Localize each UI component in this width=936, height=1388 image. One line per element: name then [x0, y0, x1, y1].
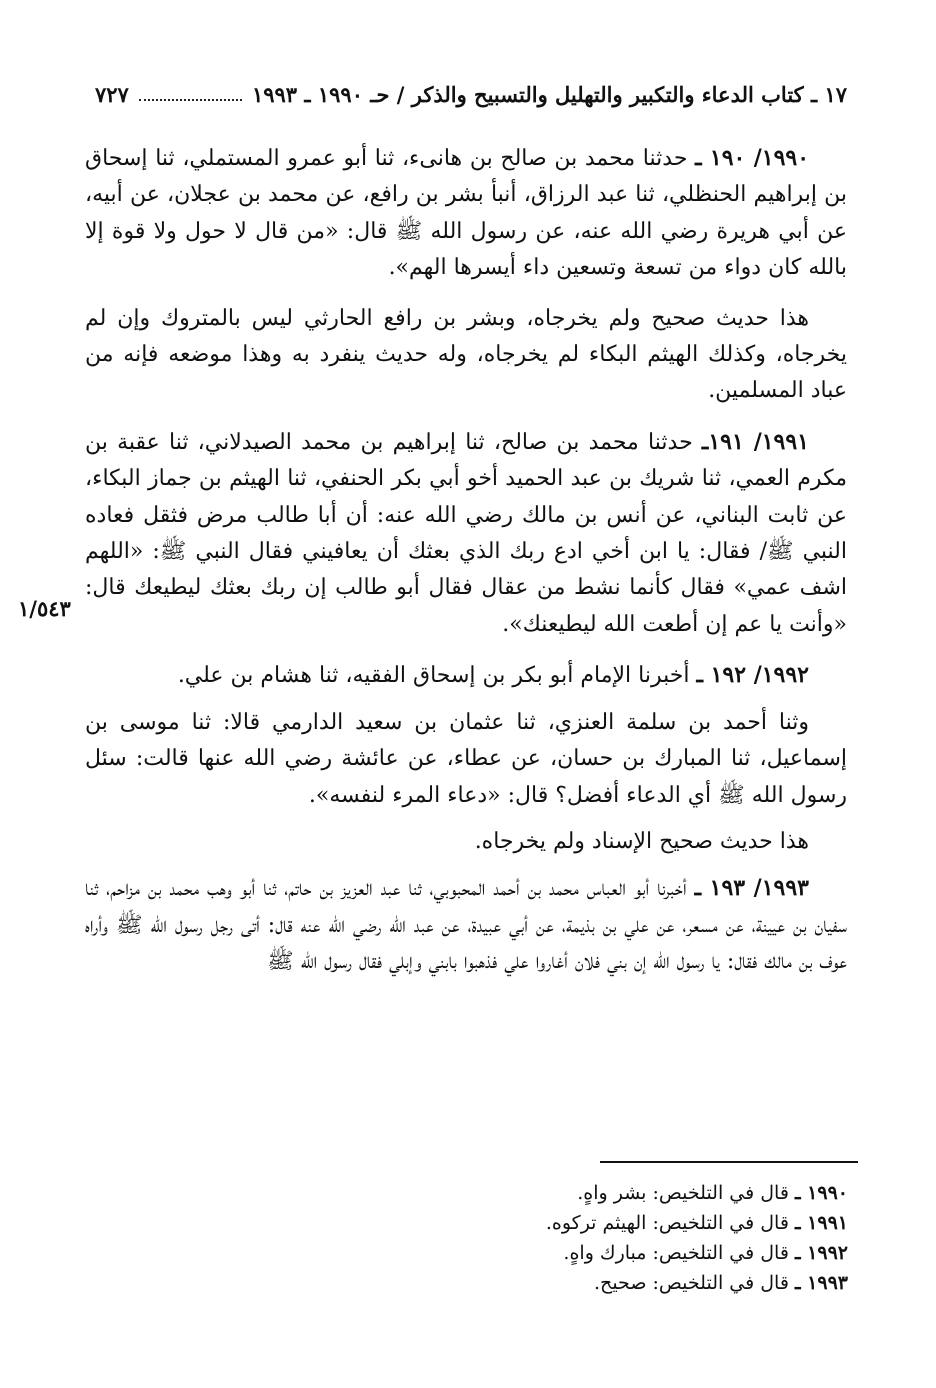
footnote-number: ١٩٩٢ ـ [794, 1242, 848, 1264]
hadith-number: ١٩٩٢/ ١٩٢ ـ [696, 662, 809, 689]
chain-paragraph [85, 705, 847, 814]
hadith-text: أخبرنا الإمام أبو بكر بن إسحاق الفقيه، ثنا هشام بن علي. [177, 663, 690, 689]
footnote [348, 1178, 848, 1208]
footnote-text: قال في التلخيص: الهيثم تركوه. [545, 1212, 789, 1234]
footnote-number: ١٩٩١ ـ [794, 1212, 848, 1234]
chain-text: وثنا أحمد بن سلمة العنزي، ثنا عثمان بن سعيد الدارمي قالا: ثنا موسى بن إسماعيل، ثنا المبارك بن حسان، عن عطاء، عن عائشة رضي الله عنها قالت: سئل رسول الله ﷺ أي الدعاء أفضل؟ قال: «دعاء المرء لنفسه». [85, 709, 847, 808]
hadith-paragraph [85, 657, 847, 694]
commentary-text: هذا حديث صحيح الإسناد ولم يخرجاه. [474, 828, 809, 854]
margin-reference: ١/٥٤٣ [18, 596, 71, 621]
footnote-number: ١٩٩٠ ـ [794, 1182, 848, 1204]
commentary-paragraph [85, 301, 847, 410]
footnote [348, 1268, 848, 1298]
hadith-number: ١٩٩٠/ ١٩٠ ـ [695, 145, 810, 171]
hadith-text: حدثنا محمد بن صالح، ثنا إبراهيم بن محمد الصيدلاني، ثنا عقبة بن مكرم العمي، ثنا شريك بن عبد الحميد أخو أبي بكر الحنفي، ثنا الهيثم بن جماز البكاء، عن ثابت البناني، عن أنس بن مالك رضي الله عنه: أن أبا طالب مرض فثقل فعاده النبي ﷺ/ فقال: يا ابن أخي ادع ربك الذي بعثك أن يعافيني فقال النبي ﷺ: «اللهم اشف عمي» فقال كأنما نشط من عقال فقال أبو طالب إن ربك بعثك ليطيعك قال: «وأنت يا عم إن أطعت الله ليطيعنك». [85, 429, 848, 637]
commentary-paragraph [85, 824, 847, 860]
footnote-text: قال في التلخيص: بشر واهٍ. [577, 1182, 789, 1204]
running-header [95, 80, 847, 110]
main-text [85, 140, 847, 995]
hadith-text: أخبرنا أبو العباس محمد بن أحمد المحبوبي، ثنا عبد العزيز بن حاتم، ثنا أبو وهب محمد بن مزاحم، ثنا سفيان بن عيينة، عن مسعر، عن علي بن بذيمة، عن أبي عبيدة، عن عبد الله رضي الله عنه قال: أتى رجل رسول الله ﷺ وأراه عوف بن مالك فقال: يا رسول الله إن بني فلان أغاروا علي فذهبوا بابني وإبلي فقال رسول الله ﷺ [85, 876, 847, 975]
hadith-paragraph [85, 870, 847, 980]
hadith-number: ١٩٩١/ ١٩١ـ [701, 428, 809, 455]
page-number: ٧٢٧ [95, 82, 129, 107]
leader-dots [139, 80, 242, 101]
footnote-text: قال في التلخيص: صحيح. [594, 1272, 789, 1294]
hadith-paragraph [85, 140, 847, 287]
footnote-divider [600, 1161, 858, 1163]
chapter-title: ١٧ ـ كتاب الدعاء والتكبير والتهليل والتسبيح والذكر / حـ ١٩٩٠ ـ ١٩٩٣ [251, 82, 847, 107]
commentary-text: هذا حديث صحيح ولم يخرجاه، وبشر بن رافع الحارثي ليس بالمتروك وإن لم يخرجاه، وكذلك الهيثم البكاء لم يخرجاه، وله حديث ينفرد به وهذا موضعه فإنه من عباد المسلمين. [85, 305, 847, 404]
hadith-number: ١٩٩٣/ ١٩٣ ـ [694, 875, 809, 902]
footnote [348, 1238, 848, 1268]
footnote-text: قال في التلخيص: مبارك واهٍ. [563, 1242, 789, 1264]
hadith-text: حدثنا محمد بن صالح بن هانىء، ثنا أبو عمرو المستملي، ثنا إسحاق بن إبراهيم الحنظلي، ثنا عبد الرزاق، أنبأ بشر بن رافع، عن محمد بن عجلان، عن أبيه، عن أبي هريرة رضي الله عنه، عن رسول الله ﷺ قال: «من قال لا حول ولا قوة إلا بالله كان دواء من تسعة وتسعين داء أيسرها الهم». [85, 146, 847, 281]
footnotes [348, 1178, 848, 1298]
hadith-paragraph [85, 424, 847, 643]
footnote [348, 1208, 848, 1238]
footnote-number: ١٩٩٣ ـ [794, 1272, 848, 1294]
